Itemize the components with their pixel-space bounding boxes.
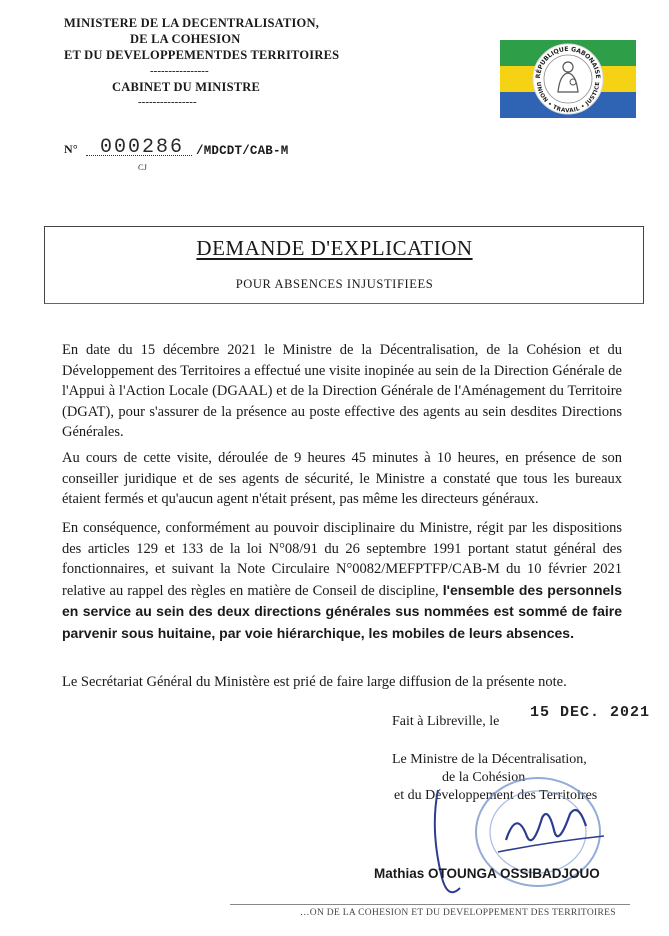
ref-number: 000286 — [100, 136, 185, 159]
paragraph-2: Au cours de cette visite, déroulée de 9 heures 45 minutes à 10 heures, en présence de son conseiller juridique et de ses agents de sécurité, le Ministre a constaté que tous les bureaux étaient fermés et qu'aucun agent n'était présent, pas même les directeurs généraux. — [62, 450, 622, 507]
gabon-emblem — [500, 40, 636, 118]
header-separator-1: ---------------- — [150, 65, 209, 77]
ref-initials: CJ — [138, 162, 147, 172]
ref-prefix: N° — [64, 142, 78, 156]
ministry-line-1: MINISTERE DE LA DECENTRALISATION, — [64, 16, 320, 30]
ref-suffix: /MDCDT/CAB-M — [196, 144, 289, 158]
official-seal — [408, 770, 638, 910]
emblem-top-text: RÉPUBLIQUE GABONAISE — [534, 45, 602, 79]
header-separator-2: ---------------- — [138, 96, 197, 108]
footer-text: …ON DE LA COHESION ET DU DEVELOPPEMENT DES TERRITOIRES — [300, 908, 616, 918]
gabon-flag-icon — [500, 40, 636, 118]
seal-and-signature-icon — [408, 770, 638, 910]
signatory-name: Mathias OTOUNGA OSSIBADJOUO — [374, 866, 600, 881]
ministry-line-2: DE LA COHESION — [130, 32, 241, 46]
document-title — [0, 236, 669, 261]
signature-place: Fait à Libreville, le — [392, 714, 500, 729]
signatory-role-line-1: Le Ministre de la Décentralisation, — [392, 752, 587, 767]
document-subtitle: POUR ABSENCES INJUSTIFIEES — [235, 277, 434, 291]
ministry-line-3: ET DU DEVELOPPEMENTDES TERRITOIRES — [64, 48, 340, 62]
paragraph-3 — [62, 518, 622, 644]
document-title-text: DEMANDE D'EXPLICATION — [196, 236, 473, 260]
cabinet-label: CABINET DU MINISTRE — [112, 80, 261, 94]
date-stamp: 15 DEC. 2021 — [530, 704, 651, 721]
paragraph-3-normal: En conséquence, conformément au pouvoir disciplinaire du Ministre, régit par les dispositions des articles 129 et 133 de la loi N°08/91 du 26 septembre 1991 portant statut général des fonctionnaires, et suivant la Note Circulaire N°0082/MEFPTFP/CAB-M du 10 février 2021 relative au rappel des règles en matière de Conseil de discipline, — [62, 520, 622, 599]
footer-rule — [230, 904, 630, 905]
paragraph-4: Le Secrétariat Général du Ministère est prié de faire large diffusion de la présente note. — [62, 674, 567, 690]
paragraph-1: En date du 15 décembre 2021 le Ministre de la Décentralisation, de la Cohésion et du Développement des Territoires a effectué une visite inopinée au sein de la Direction Générale de l'Appui à l'Action Locale (DGAAL) et de la Direction Générale de l'Aménagement du Territoire (DGAT), pour s'assurer de la présence au poste effective des agents au sein desdites Directions Générales. — [62, 342, 622, 440]
signatory-role-line-2: de la Cohésion — [442, 770, 526, 785]
paragraph-3-bold: l'ensemble des personnels en service au sein des deux directions générales sus nommées est sommé de faire parvenir sous huitaine, par voie hiérarchique, les mobiles de leurs absences. — [62, 581, 622, 641]
emblem-motto: UNION • TRAVAIL • JUSTICE — [534, 81, 602, 115]
signatory-role-line-3: et du Développement des Territoires — [394, 788, 598, 803]
